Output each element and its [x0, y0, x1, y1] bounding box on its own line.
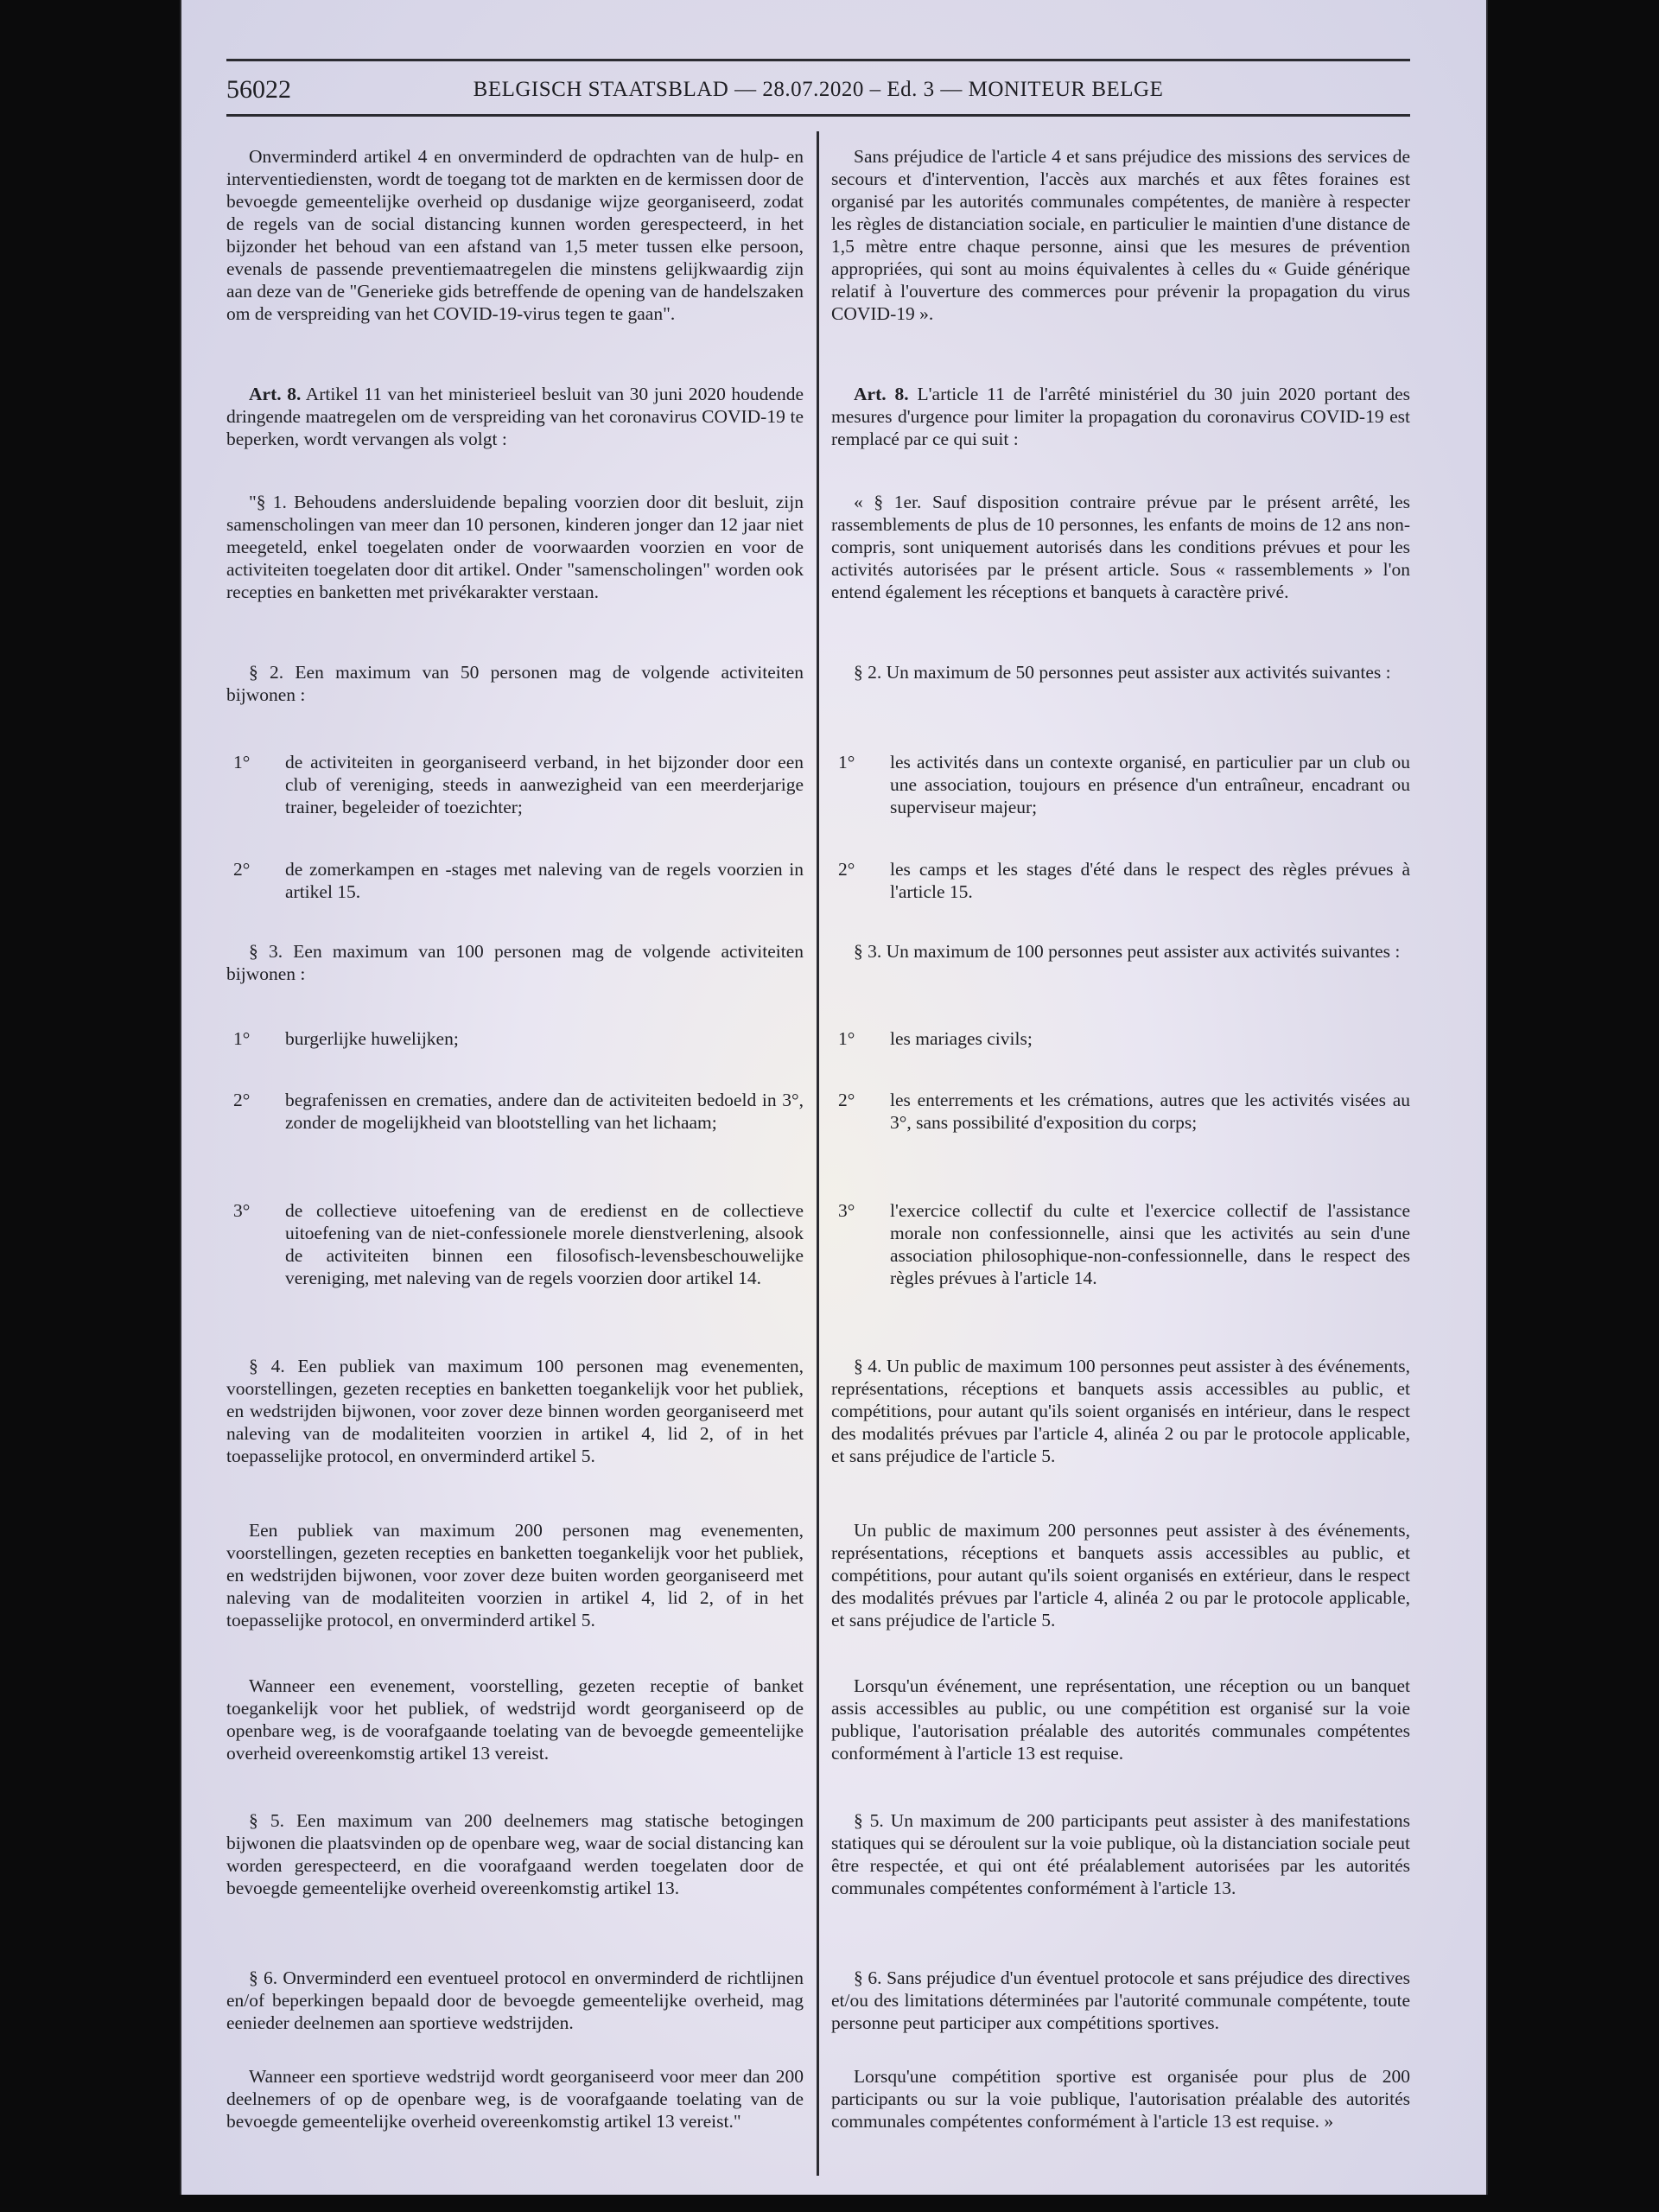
dutch-column [226, 59, 804, 2167]
page-number: 56022 [226, 75, 291, 104]
nl-s2-item-1-text: de activiteiten in georganiseerd verband, in het bijzonder door een club of vereniging, steeds in aanwezigheid van een meerderjarige trainer, begeleider of toezichter; [285, 752, 804, 817]
column-divider [817, 131, 819, 2176]
fr-s3-item-1-number: 1° [838, 1028, 855, 1049]
nl-s3-item-2 [226, 1089, 804, 1134]
nl-s2-item-1-number: 1° [233, 752, 251, 772]
nl-section-4-outdoor: Een publiek van maximum 200 personen mag evenementen, voorstellingen, gezeten recepties en banketten toegankelijk voor het publiek, en wedstrijden bijwonen, voor zover deze buiten worden georganiseerd met naleving van de modaliteiten voorzien in artikel 4, lid 2, of in het toepasselijke protocol, en onverminderd artikel 5. [226, 1520, 804, 1630]
nl-s3-item-3-text: de collectieve uitoefening van de eredienst en de collectieve uitoefening van de niet-confessionele morele dienstverlening, alsook de activiteiten binnen een filosofisch-levensbeschouwelijke vereniging, met naleving van de regels voorzien door artikel 14. [285, 1200, 804, 1288]
fr-section-4-outdoor: Un public de maximum 200 personnes peut assister à des événements, représentations, réceptions et banquets assis accessibles au public, et compétitions, pour autant qu'ils soient organisés en extérieur, dans le respect des modalités prévues par l'article 4, alinéa 2 ou par le protocole applicable, et sans préjudice de l'article 5. [831, 1520, 1410, 1630]
fr-section-4-public-road: Lorsqu'un événement, une représentation, une réception ou un banquet assis accessibles au public, ou une compétition est organisé sur la voie publique, l'autorisation préalable des autorités communales compétentes conformément à l'article 13 est requise. [831, 1675, 1410, 1764]
fr-s2-item-1 [831, 751, 1410, 818]
fr-s3-item-1-text: les mariages civils; [890, 1028, 1033, 1049]
nl-section-6: § 6. Onverminderd een eventueel protocol en onverminderd de richtlijnen en/of beperkingen bepaald door de bevoegde gemeentelijke overheid, mag eenieder deelnemen aan sportieve wedstrijden. [226, 1967, 804, 2033]
fr-s2-item-1-number: 1° [838, 752, 855, 772]
nl-s3-item-3 [226, 1199, 804, 1289]
fr-s2-item-2-text: les camps et les stages d'été dans le respect des règles prévues à l'article 15. [890, 859, 1410, 902]
nl-s2-item-2 [226, 858, 804, 903]
nl-s3-item-1 [226, 1027, 804, 1050]
fr-s3-item-2-text: les enterrements et les crémations, autres que les activités visées au 3°, sans possibilité d'exposition du corps; [890, 1090, 1410, 1133]
nl-s3-item-1-text: burgerlijke huwelijken; [285, 1028, 459, 1049]
fr-s3-item-3 [831, 1199, 1410, 1289]
nl-s2-item-1 [226, 751, 804, 818]
fr-section-2: § 2. Un maximum de 50 personnes peut assister aux activités suivantes : [854, 662, 1391, 683]
fr-section-6-sport: Lorsqu'une compétition sportive est organisée pour plus de 200 participants ou sur la voie publique, l'autorisation préalable des autorités communales compétentes conformément à l'article 13 est requise. » [831, 2066, 1410, 2132]
fr-s3-item-3-text: l'exercice collectif du culte et l'exercice collectif de l'assistance morale non confessionnelle, ainsi que les activités au sein d'une association philosophique-non-confessionnelle, dans le respect des règles prévues à l'article 14. [890, 1200, 1410, 1288]
fr-article-8 [831, 383, 1410, 450]
fr-section-3: § 3. Un maximum de 100 personnes peut assister aux activités suivantes : [854, 941, 1401, 962]
nl-section-3: § 3. Een maximum van 100 personen mag de volgende activiteiten bijwonen : [226, 941, 804, 984]
fr-s3-item-1 [831, 1027, 1410, 1050]
nl-s3-item-1-number: 1° [233, 1028, 251, 1049]
nl-paragraph-intro: Onverminderd artikel 4 en onverminderd de opdrachten van de hulp- en interventiediensten, wordt de toegang tot de markten en de kermissen door de bevoegde gemeentelijke overheid op dusdanige wijze georganiseerd, zodat de regels van de social distancing kunnen worden gerespecteerd, in het bijzonder het behoud van een afstand van 1,5 meter tussen elke persoon, evenals de passende preventiemaatregelen die minstens gelijkwaardig zijn aan deze van de "Generieke gids betreffende de opening van de handelszaken om de verspreiding van het COVID-19-virus tegen te gaan". [226, 146, 804, 324]
fr-article-label: Art. 8. [854, 384, 909, 404]
nl-s2-item-2-number: 2° [233, 859, 251, 880]
fr-section-6: § 6. Sans préjudice d'un éventuel protocole et sans préjudice des directives et/ou des limitations déterminées par l'autorité communale compétente, toute personne peut participer aux compétitions sportives. [831, 1967, 1410, 2033]
gazette-page [226, 59, 1410, 2167]
nl-s3-item-2-text: begrafenissen en crematies, andere dan de activiteiten bedoeld in 3°, zonder de mogelijkheid van blootstelling van het lichaam; [285, 1090, 804, 1133]
fr-s2-item-2-number: 2° [838, 859, 855, 880]
nl-section-6-sport: Wanneer een sportieve wedstrijd wordt georganiseerd voor meer dan 200 deelnemers of op de openbare weg, is de voorafgaande toelating van de bevoegde gemeentelijke overheid overeenkomstig artikel 13 vereist." [226, 2066, 804, 2132]
fr-section-5: § 5. Un maximum de 200 participants peut assister à des manifestations statiques qui se déroulent sur la voie publique, où la distanciation sociale peut être respectée, et qui ont été préalablement autorisées par les autorités communales compétentes conformément à l'article 13. [831, 1810, 1410, 1898]
nl-section-4: § 4. Een publiek van maximum 100 personen mag evenementen, voorstellingen, gezeten recepties en banketten toegankelijk voor het publiek, en wedstrijden bijwonen, voor zover deze binnen worden georganiseerd met naleving van de modaliteiten voorzien in artikel 4, lid 2, of in het toepasselijke protocol, en onverminderd artikel 5. [226, 1356, 804, 1466]
running-title: BELGISCH STAATSBLAD — 28.07.2020 – Ed. 3 — MONITEUR BELGE [473, 78, 1164, 101]
nl-article-label: Art. 8. [249, 384, 302, 404]
nl-s3-item-2-number: 2° [233, 1090, 251, 1110]
french-column [831, 59, 1410, 2167]
nl-section-4-public-road: Wanneer een evenement, voorstelling, gezeten receptie of banket toegankelijk voor het publiek, of wedstrijd wordt georganiseerd op de openbare weg, is de voorafgaande toelating van de bevoegde gemeentelijke overheid overeenkomstig artikel 13 vereist. [226, 1675, 804, 1764]
nl-s2-item-2-text: de zomerkampen en -stages met naleving van de regels voorzien in artikel 15. [285, 859, 804, 902]
nl-article-8 [226, 383, 804, 450]
nl-section-5: § 5. Een maximum van 200 deelnemers mag statische betogingen bijwonen die plaatsvinden op de openbare weg, waar de social distancing kan worden gerespecteerd, en die voorafgaand werden toegelaten door de bevoegde gemeentelijke overheid overeenkomstig artikel 13. [226, 1810, 804, 1898]
fr-s2-item-2 [831, 858, 1410, 903]
fr-section-4: § 4. Un public de maximum 100 personnes peut assister à des événements, représentations, réceptions et banquets assis accessibles au public, et compétitions, pour autant qu'ils soient organisés en intérieur, dans le respect des modalités prévues par l'article 4, alinéa 2 ou par le protocole applicable, et sans préjudice de l'article 5. [831, 1356, 1410, 1466]
nl-section-1: "§ 1. Behoudens andersluidende bepaling voorzien door dit besluit, zijn samenscholingen van meer dan 10 personen, kinderen jonger dan 12 jaar niet meegeteld, enkel toegelaten onder de voorwaarden voorzien en voor de activiteiten toegelaten door dit artikel. Onder "samenscholingen" worden ook recepties en banketten met privékarakter verstaan. [226, 492, 804, 602]
nl-article-text: Artikel 11 van het ministerieel besluit van 30 juni 2020 houdende dringende maatregelen om de verspreiding van het coronavirus COVID-19 te beperken, wordt vervangen als volgt : [226, 384, 804, 449]
fr-paragraph-intro: Sans préjudice de l'article 4 et sans préjudice des missions des services de secours et d'intervention, l'accès aux marchés et aux fêtes foraines est organisé par les autorités communales compétentes, de manière à respecter les règles de distanciation sociale, en particulier le maintien d'une distance de 1,5 mètre entre chaque personne, ainsi que les mesures de prévention appropriées, qui sont au moins équivalentes à celles du « Guide générique relatif à l'ouverture des commerces pour prévenir la propagation du virus COVID-19 ». [831, 146, 1410, 324]
fr-section-1: « § 1er. Sauf disposition contraire prévue par le présent arrêté, les rassemblements de plus de 10 personnes, les enfants de moins de 12 ans non-compris, sont uniquement autorisés dans les conditions prévues et pour les activités autorisées par le présent article. Sous « rassemblements » l'on entend également les réceptions et banquets à caractère privé. [831, 492, 1410, 602]
fr-article-text: L'article 11 de l'arrêté ministériel du 30 juin 2020 portant des mesures d'urgence pour limiter la propagation du coronavirus COVID-19 est remplacé par ce qui suit : [831, 384, 1411, 449]
taskbar [0, 2195, 1659, 2212]
document-screen [181, 0, 1486, 2195]
fr-s3-item-2 [831, 1089, 1410, 1134]
fr-s3-item-3-number: 3° [838, 1200, 855, 1221]
nl-section-2: § 2. Een maximum van 50 personen mag de volgende activiteiten bijwonen : [226, 662, 804, 705]
nl-s3-item-3-number: 3° [233, 1200, 251, 1221]
fr-s3-item-2-number: 2° [838, 1090, 855, 1110]
fr-s2-item-1-text: les activités dans un contexte organisé, en particulier par un club ou une association, toujours en présence d'un entraîneur, encadrant ou superviseur majeur; [890, 752, 1410, 817]
